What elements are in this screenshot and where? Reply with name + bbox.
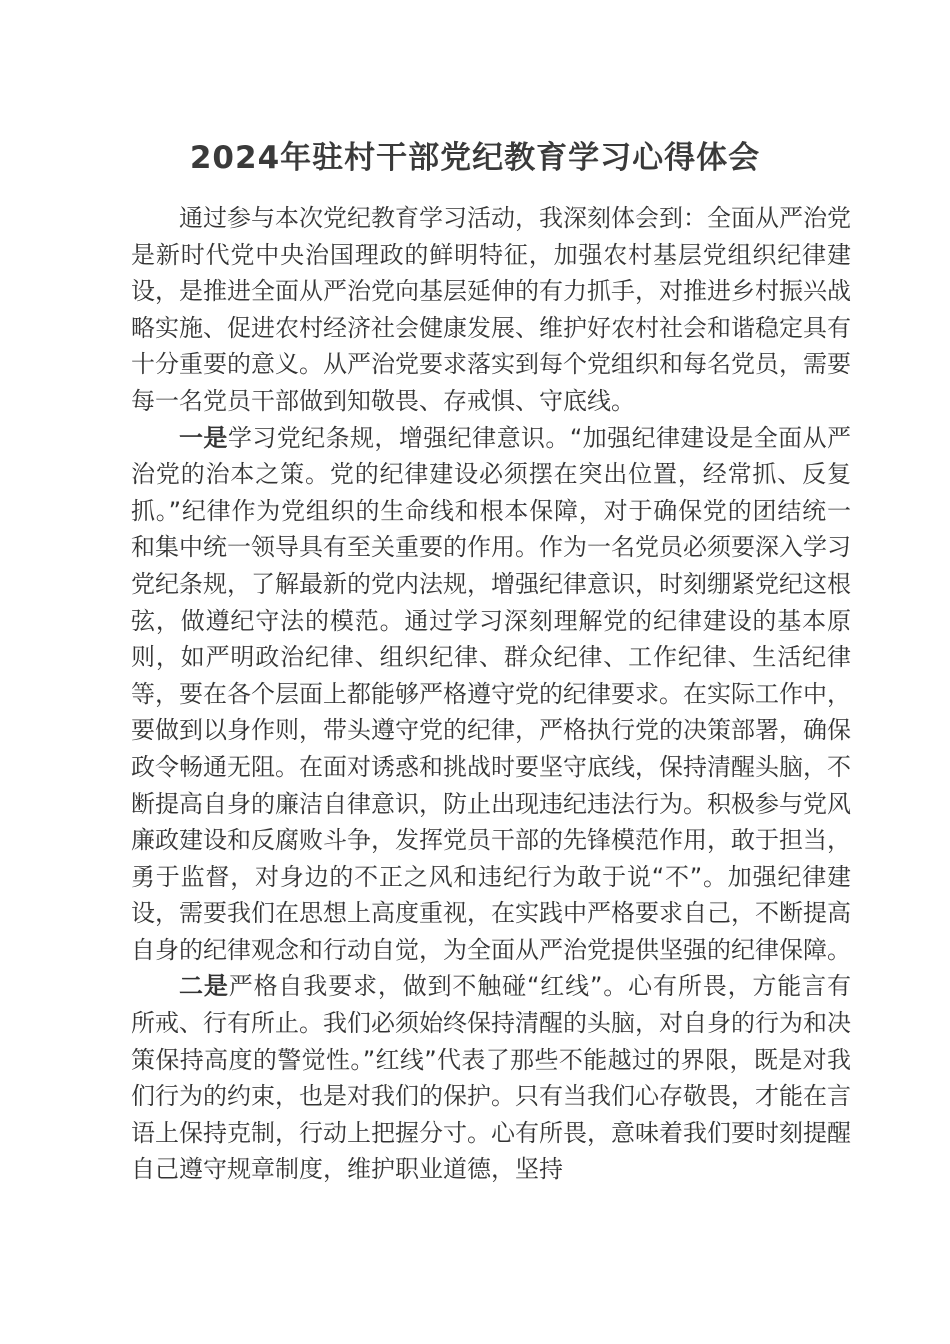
paragraph-point-one (131, 420, 851, 969)
paragraph-point-one-text: 学习党纪条规，增强纪律意识。“加强纪律建设是全面从严治党的治本之策。党的纪律建设必须摆在突出位置，经常抓、反复抓。”纪律作为党组织的生命线和根本保障，对于确保党的团结统一和集中统一领导具有至关重要的作用。作为一名党员必须要深入学习党纪条规，了解最新的党内法规，增强纪律意识，时刻绷紧党纪这根弦，做遵纪守法的模范。通过学习深刻理解党的纪律建设的基本原则，如严明政治纪律、组织纪律、群众纪律、工作纪律、生活纪律等，要在各个层面上都能够严格遵守党的纪律要求。在实际工作中，要做到以身作则，带头遵守党的纪律，严格执行党的决策部署，确保政令畅通无阻。在面对诱惑和挑战时要坚守底线，保持清醒头脑，不断提高自身的廉洁自律意识，防止出现违纪违法行为。积极参与党风廉政建设和反腐败斗争，发挥党员干部的先锋模范作用，敢于担当，勇于监督，对身边的不正之风和违纪行为敢于说“不”。加强纪律建设，需要我们在思想上高度重视，在实践中严格要求自己，不断提高自身的纪律观念和行动自觉，为全面从严治党提供坚强的纪律保障。 (131, 423, 851, 964)
paragraph-point-one-lead: 一是 (179, 423, 228, 452)
document-body (131, 200, 851, 1188)
paragraph-intro (131, 200, 851, 420)
document-title: 2024年驻村干部党纪教育学习心得体会 (189, 140, 761, 176)
paragraph-point-two-text: 严格自我要求，做到不触碰“红线”。心有所畏，方能言有所戒、行有所止。我们必须始终保持清醒的头脑，对自身的行为和决策保持高度的警觉性。”红线”代表了那些不能越过的界限，既是对我们行为的约束，也是对我们的保护。只有当我们心存敬畏，才能在言语上保持克制，行动上把握分寸。心有所畏，意味着我们要时刻提醒自己遵守规章制度，维护职业道德，坚持 (131, 972, 851, 1184)
paragraph-point-two-lead: 二是 (179, 972, 229, 1001)
paragraph-point-two (131, 968, 851, 1188)
paragraph-intro-text: 通过参与本次党纪教育学习活动，我深刻体会到：全面从严治党是新时代党中央治国理政的鲜明特征，加强农村基层党组织纪律建设，是推进全面从严治党向基层延伸的有力抓手，对推进乡村振兴战略实施、促进农村经济社会健康发展、维护好农村社会和谐稳定具有十分重要的意义。从严治党要求落实到每个党组织和每名党员，需要每一名党员干部做到知敬畏、存戒惧、守底线。 (131, 204, 851, 415)
